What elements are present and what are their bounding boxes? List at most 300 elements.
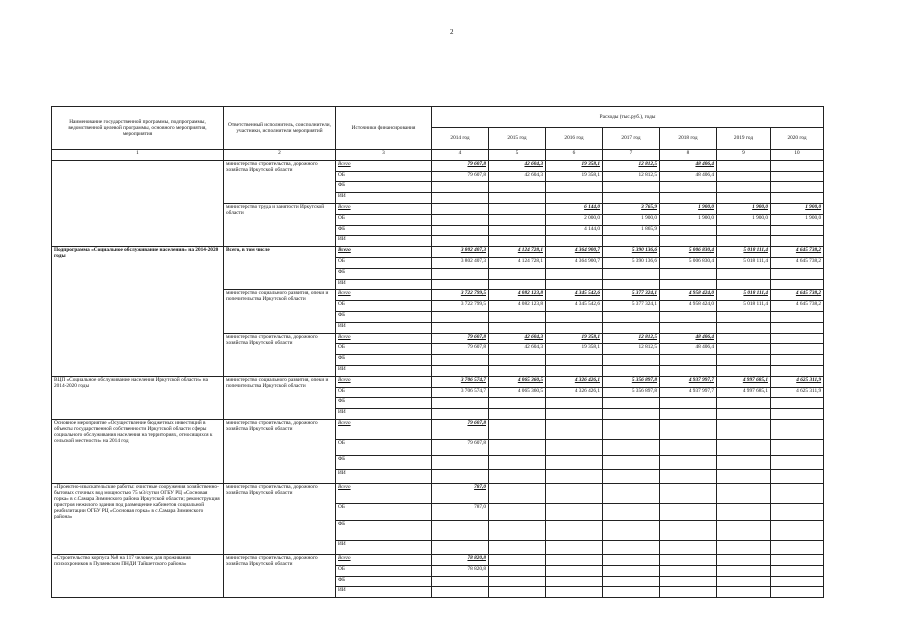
amount-cell: 79 607,8 — [432, 344, 489, 355]
funding-source-cell: ОБ — [336, 257, 432, 268]
amount-cell: 4 124 728,1 — [489, 257, 546, 268]
funding-source-cell: Всего — [336, 247, 432, 258]
amount-cell: 1 900,0 — [717, 214, 771, 225]
amount-cell — [717, 540, 771, 554]
amount-cell — [771, 279, 824, 290]
amount-cell: 4 937 997,7 — [660, 387, 717, 398]
amount-cell — [489, 279, 546, 290]
amount-cell — [660, 409, 717, 420]
amount-cell — [771, 540, 824, 554]
amount-cell — [717, 520, 771, 540]
amount-cell: 4 997 685,1 — [717, 376, 771, 387]
amount-cell — [489, 203, 546, 214]
amount-cell: 5 018 111,4 — [717, 257, 771, 268]
amount-cell — [432, 236, 489, 247]
amount-cell: 4 958 424,0 — [660, 301, 717, 312]
amount-cell — [432, 409, 489, 420]
amount-cell — [717, 311, 771, 322]
funding-source-cell: Всего — [336, 290, 432, 301]
amount-cell — [432, 365, 489, 376]
amount-cell: 787,0 — [432, 483, 489, 503]
amount-cell — [489, 214, 546, 225]
amount-cell — [771, 171, 824, 182]
amount-cell — [603, 520, 660, 540]
funding-source-cell: ОБ — [336, 387, 432, 398]
amount-cell — [603, 469, 660, 483]
funding-source-cell: ОБ — [336, 565, 432, 576]
amount-cell: 2 000,0 — [546, 214, 603, 225]
amount-cell — [489, 565, 546, 576]
funding-source-cell: ФБ — [336, 455, 432, 469]
funding-source-cell: Всего — [336, 554, 432, 565]
amount-cell — [432, 469, 489, 483]
amount-cell — [717, 565, 771, 576]
amount-cell: 1 900,0 — [603, 214, 660, 225]
amount-cell: 4 625 311,9 — [771, 387, 824, 398]
amount-cell — [660, 419, 717, 439]
executor-cell: министерство труда и занятости Иркутской области — [224, 203, 336, 246]
amount-cell — [660, 268, 717, 279]
amount-cell — [489, 439, 546, 455]
amount-cell — [489, 540, 546, 554]
amount-cell — [432, 455, 489, 469]
header-expenses: Расходы (тыс.руб.), годы — [432, 107, 824, 128]
amount-cell — [660, 182, 717, 193]
amount-cell — [546, 576, 603, 587]
amount-cell — [771, 333, 824, 344]
column-index: 3 — [336, 150, 432, 161]
amount-cell — [771, 409, 824, 420]
amount-cell — [717, 182, 771, 193]
amount-cell — [546, 540, 603, 554]
header-year: 2019 год — [717, 128, 771, 150]
amount-cell — [771, 322, 824, 333]
amount-cell — [771, 236, 824, 247]
amount-cell: 4 124 728,1 — [489, 247, 546, 258]
amount-cell — [717, 503, 771, 520]
amount-cell: 5 390 136,6 — [603, 257, 660, 268]
amount-cell: 79 607,8 — [432, 439, 489, 455]
amount-cell: 4 958 424,0 — [660, 290, 717, 301]
amount-cell: 4 364 900,7 — [546, 247, 603, 258]
amount-cell: 3 706 574,7 — [432, 387, 489, 398]
amount-cell — [489, 409, 546, 420]
amount-cell — [603, 565, 660, 576]
amount-cell — [489, 311, 546, 322]
header-executor: Ответственный исполнитель, соисполнители, участники, исполнители мероприятий — [224, 107, 336, 150]
funding-source-cell: Всего — [336, 160, 432, 171]
column-index: 1 — [52, 150, 224, 161]
amount-cell — [660, 565, 717, 576]
amount-cell: 19 358,1 — [546, 333, 603, 344]
budget-table — [51, 106, 824, 598]
amount-cell: 79 607,8 — [432, 333, 489, 344]
column-index: 8 — [660, 150, 717, 161]
amount-cell — [771, 193, 824, 204]
amount-cell — [717, 193, 771, 204]
amount-cell — [603, 419, 660, 439]
executor-cell: министерство строительства, дорожного хозяйства Иркутской области — [224, 483, 336, 554]
program-name-cell: «Строительство корпуса №8 на 117 человек для проживания психохроников в Пуляевском ПНДИ Тайшетского района» — [52, 554, 224, 597]
funding-source-cell: ИИ — [336, 365, 432, 376]
amount-cell — [660, 225, 717, 236]
amount-cell: 1 900,0 — [660, 214, 717, 225]
amount-cell: 79 607,8 — [432, 419, 489, 439]
amount-cell — [660, 483, 717, 503]
amount-cell — [546, 469, 603, 483]
amount-cell: 19 358,1 — [546, 344, 603, 355]
amount-cell — [603, 322, 660, 333]
amount-cell: 1 900,0 — [660, 203, 717, 214]
amount-cell — [660, 355, 717, 366]
amount-cell — [546, 365, 603, 376]
amount-cell — [660, 365, 717, 376]
amount-cell: 4 645 738,2 — [771, 290, 824, 301]
funding-source-cell: Всего — [336, 333, 432, 344]
amount-cell: 4 937 997,7 — [660, 376, 717, 387]
amount-cell — [660, 455, 717, 469]
column-index: 7 — [603, 150, 660, 161]
amount-cell — [546, 483, 603, 503]
amount-cell — [603, 439, 660, 455]
amount-cell — [717, 225, 771, 236]
amount-cell — [489, 193, 546, 204]
amount-cell — [717, 333, 771, 344]
amount-cell: 787,0 — [432, 503, 489, 520]
amount-cell — [660, 540, 717, 554]
amount-cell — [717, 455, 771, 469]
amount-cell: 12 812,5 — [603, 171, 660, 182]
amount-cell — [546, 520, 603, 540]
funding-source-cell: ИИ — [336, 540, 432, 554]
amount-cell — [603, 587, 660, 598]
amount-cell — [432, 182, 489, 193]
amount-cell — [771, 419, 824, 439]
amount-cell — [432, 355, 489, 366]
amount-cell — [546, 565, 603, 576]
amount-cell: 48 406,4 — [660, 160, 717, 171]
column-index: 2 — [224, 150, 336, 161]
table-row — [52, 483, 824, 503]
amount-cell — [660, 311, 717, 322]
amount-cell — [603, 540, 660, 554]
amount-cell — [717, 344, 771, 355]
header-year: 2018 год — [660, 128, 717, 150]
amount-cell: 4 625 311,9 — [771, 376, 824, 387]
amount-cell — [603, 409, 660, 420]
funding-source-cell: ФБ — [336, 311, 432, 322]
amount-cell: 4 065 360,5 — [489, 387, 546, 398]
amount-cell — [717, 279, 771, 290]
header-year: 2015 год — [489, 128, 546, 150]
amount-cell — [771, 483, 824, 503]
amount-cell — [489, 182, 546, 193]
amount-cell — [717, 236, 771, 247]
amount-cell: 6 144,0 — [546, 203, 603, 214]
amount-cell: 42 604,3 — [489, 160, 546, 171]
executor-cell: Всего, в том числе — [224, 247, 336, 290]
amount-cell: 4 144,0 — [546, 225, 603, 236]
amount-cell: 5 356 897,8 — [603, 387, 660, 398]
amount-cell: 3 802 407,3 — [432, 257, 489, 268]
funding-source-cell: ИИ — [336, 322, 432, 333]
amount-cell — [546, 182, 603, 193]
amount-cell — [489, 576, 546, 587]
amount-cell — [489, 587, 546, 598]
amount-cell — [717, 160, 771, 171]
amount-cell — [603, 355, 660, 366]
amount-cell — [432, 268, 489, 279]
amount-cell — [771, 268, 824, 279]
amount-cell — [432, 214, 489, 225]
executor-cell: министерство строительства, дорожного хозяйства Иркутской области — [224, 419, 336, 483]
amount-cell — [660, 322, 717, 333]
amount-cell — [717, 419, 771, 439]
amount-cell — [489, 268, 546, 279]
page-number: 2 — [450, 28, 454, 36]
amount-cell — [603, 554, 660, 565]
program-name-cell: Основное мероприятие «Осуществление бюджетных инвестиций в объекты государственной собственности Иркутской области сферы социального обслуживания населения на территориях, относящихся к сельской местности» на 2014 год — [52, 419, 224, 483]
amount-cell — [771, 344, 824, 355]
amount-cell — [717, 322, 771, 333]
amount-cell — [432, 520, 489, 540]
funding-source-cell: ФБ — [336, 225, 432, 236]
funding-source-cell: ИИ — [336, 587, 432, 598]
funding-source-cell: ОБ — [336, 503, 432, 520]
amount-cell — [489, 419, 546, 439]
amount-cell — [717, 268, 771, 279]
column-index: 6 — [546, 150, 603, 161]
funding-source-cell: Всего — [336, 376, 432, 387]
amount-cell — [717, 398, 771, 409]
funding-source-cell: ИИ — [336, 469, 432, 483]
amount-cell: 4 345 542,6 — [546, 290, 603, 301]
amount-cell — [546, 355, 603, 366]
funding-source-cell: ИИ — [336, 236, 432, 247]
amount-cell — [546, 503, 603, 520]
amount-cell: 4 326 426,1 — [546, 387, 603, 398]
amount-cell — [771, 455, 824, 469]
executor-cell: министерство социального развития, опеки и попечительства Иркутской области — [224, 376, 336, 419]
amount-cell — [771, 520, 824, 540]
funding-source-cell: ИИ — [336, 193, 432, 204]
amount-cell: 4 645 738,2 — [771, 247, 824, 258]
funding-source-cell: ОБ — [336, 171, 432, 182]
amount-cell: 5 018 111,4 — [717, 247, 771, 258]
amount-cell — [660, 576, 717, 587]
amount-cell — [432, 398, 489, 409]
amount-cell — [546, 455, 603, 469]
amount-cell: 42 604,3 — [489, 171, 546, 182]
amount-cell — [717, 554, 771, 565]
program-name-cell: «Проектно-изыскательские работы: очистные сооружения хозяйственно-бытовых сточных вод мощностью 75 м3/сутки ОГБУ РЦ «Сосновая горка» в с.Самара Зиминского района Иркутской области; реконструкция пристроя нежилого здания под размещение кабинетов социальной реабилитации ОГБУ РЦ «Сосновая горка» в с.Самара Зиминского района» — [52, 483, 224, 554]
amount-cell: 4 065 360,5 — [489, 376, 546, 387]
amount-cell — [603, 503, 660, 520]
amount-cell — [717, 469, 771, 483]
amount-cell: 79 607,8 — [432, 171, 489, 182]
amount-cell — [771, 311, 824, 322]
amount-cell: 4 082 123,8 — [489, 301, 546, 312]
program-name-cell — [52, 160, 224, 246]
amount-cell — [489, 355, 546, 366]
amount-cell — [603, 483, 660, 503]
header-year: 2016 год — [546, 128, 603, 150]
amount-cell: 4 645 738,2 — [771, 301, 824, 312]
amount-cell: 78 820,8 — [432, 554, 489, 565]
executor-cell: министерство социального развития, опеки и попечительства Иркутской области — [224, 290, 336, 333]
amount-cell: 4 326 426,1 — [546, 376, 603, 387]
amount-cell — [660, 439, 717, 455]
column-index: 9 — [717, 150, 771, 161]
executor-cell: министерство строительства, дорожного хозяйства Иркутской области — [224, 554, 336, 597]
amount-cell — [771, 469, 824, 483]
amount-cell — [771, 587, 824, 598]
header-funding-source: Источники финансирования — [336, 107, 432, 150]
amount-cell — [603, 398, 660, 409]
amount-cell — [489, 455, 546, 469]
amount-cell — [771, 355, 824, 366]
amount-cell — [489, 236, 546, 247]
amount-cell — [717, 576, 771, 587]
amount-cell — [546, 193, 603, 204]
amount-cell — [717, 483, 771, 503]
amount-cell — [771, 365, 824, 376]
amount-cell — [660, 587, 717, 598]
amount-cell — [603, 279, 660, 290]
amount-cell — [603, 268, 660, 279]
executor-cell: министерство строительства, дорожного хозяйства Иркутской области — [224, 160, 336, 203]
amount-cell: 12 812,5 — [603, 160, 660, 171]
column-index: 5 — [489, 150, 546, 161]
amount-cell — [771, 554, 824, 565]
amount-cell: 3 706 574,7 — [432, 376, 489, 387]
amount-cell — [489, 554, 546, 565]
amount-cell — [717, 365, 771, 376]
amount-cell: 4 082 123,8 — [489, 290, 546, 301]
amount-cell: 5 390 136,6 — [603, 247, 660, 258]
amount-cell: 19 358,1 — [546, 171, 603, 182]
amount-cell — [717, 439, 771, 455]
funding-source-cell: ФБ — [336, 182, 432, 193]
amount-cell: 4 645 738,2 — [771, 257, 824, 268]
header-program-name: Наименование государственной программы, подпрограммы, ведомственной целевой программы, основного мероприятия, мероприятия — [52, 107, 224, 150]
table-row — [52, 247, 824, 258]
amount-cell — [546, 322, 603, 333]
amount-cell — [717, 355, 771, 366]
funding-source-cell: ФБ — [336, 520, 432, 540]
amount-cell — [546, 587, 603, 598]
amount-cell: 5 018 111,4 — [717, 301, 771, 312]
funding-source-cell: ОБ — [336, 439, 432, 455]
amount-cell — [546, 279, 603, 290]
amount-cell: 5 356 897,8 — [603, 376, 660, 387]
table-row — [52, 554, 824, 565]
amount-cell — [660, 398, 717, 409]
amount-cell — [432, 311, 489, 322]
amount-cell — [489, 365, 546, 376]
amount-cell: 1 900,0 — [717, 203, 771, 214]
funding-source-cell: ИИ — [336, 279, 432, 290]
amount-cell: 5 006 830,4 — [660, 257, 717, 268]
amount-cell: 42 604,3 — [489, 333, 546, 344]
amount-cell: 79 607,8 — [432, 160, 489, 171]
amount-cell — [546, 439, 603, 455]
table-row — [52, 419, 824, 439]
amount-cell — [432, 540, 489, 554]
amount-cell: 4 997 685,1 — [717, 387, 771, 398]
amount-cell — [771, 160, 824, 171]
amount-cell — [546, 398, 603, 409]
funding-source-cell: Всего — [336, 203, 432, 214]
executor-cell: министерство строительства, дорожного хозяйства Иркутской области — [224, 333, 336, 376]
header-year: 2017 год — [603, 128, 660, 150]
amount-cell — [660, 469, 717, 483]
amount-cell — [771, 225, 824, 236]
amount-cell — [717, 409, 771, 420]
amount-cell — [489, 503, 546, 520]
amount-cell — [489, 483, 546, 503]
funding-source-cell: Всего — [336, 483, 432, 503]
amount-cell: 48 406,4 — [660, 171, 717, 182]
funding-source-cell: ОБ — [336, 301, 432, 312]
amount-cell — [489, 225, 546, 236]
column-index: 4 — [432, 150, 489, 161]
amount-cell: 3 722 799,5 — [432, 290, 489, 301]
amount-cell: 48 406,4 — [660, 333, 717, 344]
amount-cell — [603, 236, 660, 247]
amount-cell: 3 765,9 — [603, 203, 660, 214]
amount-cell — [660, 520, 717, 540]
amount-cell — [489, 398, 546, 409]
amount-cell — [603, 576, 660, 587]
amount-cell — [432, 225, 489, 236]
header-year: 2014 год — [432, 128, 489, 150]
amount-cell: 12 812,5 — [603, 344, 660, 355]
funding-source-cell: ИИ — [336, 409, 432, 420]
amount-cell: 5 006 830,4 — [660, 247, 717, 258]
funding-source-cell: ФБ — [336, 398, 432, 409]
table-row — [52, 160, 824, 171]
amount-cell — [771, 503, 824, 520]
amount-cell: 5 018 111,4 — [717, 290, 771, 301]
amount-cell — [717, 171, 771, 182]
amount-cell — [489, 469, 546, 483]
amount-cell — [660, 193, 717, 204]
amount-cell — [660, 279, 717, 290]
amount-cell — [432, 322, 489, 333]
amount-cell: 4 364 900,7 — [546, 257, 603, 268]
amount-cell — [603, 455, 660, 469]
funding-source-cell: Всего — [336, 419, 432, 439]
funding-source-cell: ФБ — [336, 355, 432, 366]
header-year: 2020 год — [771, 128, 824, 150]
amount-cell: 48 406,4 — [660, 344, 717, 355]
amount-cell: 5 377 324,1 — [603, 290, 660, 301]
amount-cell — [432, 203, 489, 214]
table-row — [52, 376, 824, 387]
amount-cell — [771, 439, 824, 455]
amount-cell: 19 358,1 — [546, 160, 603, 171]
column-index: 10 — [771, 150, 824, 161]
amount-cell — [717, 587, 771, 598]
amount-cell — [432, 587, 489, 598]
amount-cell — [603, 311, 660, 322]
amount-cell — [489, 520, 546, 540]
amount-cell — [546, 268, 603, 279]
amount-cell — [546, 409, 603, 420]
amount-cell: 78 820,8 — [432, 565, 489, 576]
amount-cell — [432, 279, 489, 290]
